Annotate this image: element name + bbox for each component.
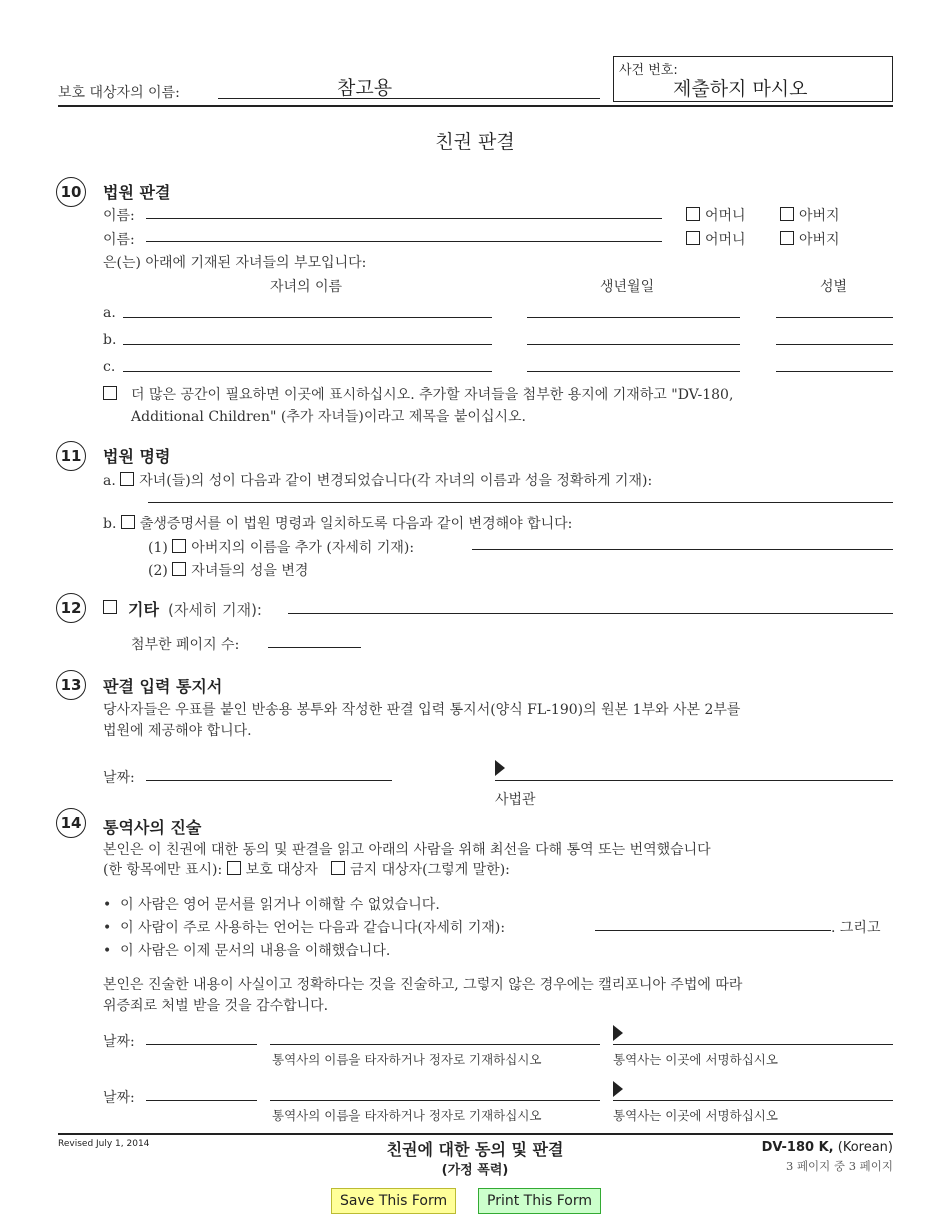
- interpreter-date-field-2[interactable]: [146, 1100, 257, 1101]
- mother-option-2[interactable]: [686, 229, 746, 249]
- child-a-name-field[interactable]: [123, 317, 492, 318]
- case-number-value: 제출하지 마시오: [673, 78, 808, 100]
- row-a-label: a.: [103, 305, 116, 321]
- protected-name-field[interactable]: [218, 98, 600, 99]
- pages-attached-field[interactable]: [268, 647, 361, 648]
- child-a-dob-field[interactable]: [527, 317, 740, 318]
- other-detail-field[interactable]: [288, 613, 893, 614]
- restrained-party-label: 금지 대상자(그렇게 말한):: [350, 862, 510, 878]
- header-rule: [58, 105, 893, 107]
- section-10-title: 법원 판결: [103, 183, 171, 202]
- interpreter-signature-field-2[interactable]: [613, 1100, 893, 1101]
- col-dob: 생년월일: [600, 279, 655, 295]
- mother-checkbox-2[interactable]: [686, 231, 700, 245]
- judge-date-field[interactable]: [146, 780, 392, 781]
- bullet-2: • 이 사람이 주로 사용하는 언어는 다음과 같습니다(자세히 기재):: [103, 920, 506, 936]
- type-name-caption-2: 통역사의 이름을 타자하거나 정자로 기재하십시오: [272, 1108, 542, 1123]
- print-form-button[interactable]: Print This Form: [478, 1188, 601, 1214]
- notice-text-1: 당사자들은 우표를 붙인 반송용 봉투와 작성한 판결 입력 통지서(양식 FL-190)의 원본 1부와 사본 2부를: [103, 702, 741, 718]
- interpreter-text-2: [103, 859, 510, 879]
- mother-option-1[interactable]: [686, 205, 746, 225]
- more-space-checkbox[interactable]: [103, 386, 117, 400]
- child-b-sex-field[interactable]: [776, 344, 893, 345]
- mother-label-2: 어머니: [705, 232, 746, 248]
- protected-party-label: 보호 대상자: [245, 862, 318, 878]
- page-number: 3 페이지 중 3 페이지: [785, 1159, 893, 1173]
- row-b-label: b.: [103, 332, 117, 348]
- sign-arrow-icon-1: [613, 1025, 623, 1041]
- sign-caption-1: 통역사는 이곳에 서명하십시오: [613, 1052, 778, 1067]
- form-title: 친권 판결: [435, 131, 515, 153]
- section-14-number: 14: [56, 808, 86, 838]
- section-13-title: 판결 입력 통지서: [103, 677, 223, 696]
- more-space-text-1: 더 많은 공간이 필요하면 이곳에 표시하십시오. 추가할 자녀들을 첨부한 용지에 기재하고 "DV-180,: [131, 387, 734, 403]
- row-c-label: c.: [103, 359, 116, 375]
- item-b: [103, 513, 572, 533]
- protected-party-checkbox[interactable]: [227, 861, 241, 875]
- child-c-dob-field[interactable]: [527, 371, 740, 372]
- item-b2-text: 자녀들의 성을 변경: [191, 563, 309, 579]
- child-b-dob-field[interactable]: [527, 344, 740, 345]
- name-change-field[interactable]: [148, 502, 893, 503]
- child-a-sex-field[interactable]: [776, 317, 893, 318]
- parents-text: 은(는) 아래에 기재된 자녀들의 부모입니다:: [103, 255, 367, 271]
- item-b1-text: 아버지의 이름을 추가 (자세히 기재):: [191, 540, 415, 556]
- birth-cert-checkbox[interactable]: [121, 515, 135, 529]
- section-12-title: 기타: [128, 600, 159, 619]
- father-checkbox-1[interactable]: [780, 207, 794, 221]
- bullet-1: • 이 사람은 영어 문서를 읽거나 이해할 수 없었습니다.: [103, 897, 440, 913]
- declaration-text-1: 본인은 진술한 내용이 사실이고 정확하다는 것을 진술하고, 그렇지 않은 경우에는 캘리포니아 주법에 따라: [103, 977, 743, 993]
- other-detail-label: (자세히 기재):: [168, 601, 262, 619]
- section-11-title: 법원 명령: [103, 447, 171, 466]
- interpreter-signature-field-1[interactable]: [613, 1044, 893, 1045]
- section-13-number: 13: [56, 670, 86, 700]
- language-field[interactable]: [595, 930, 831, 931]
- item-a-prefix: a.: [103, 473, 116, 489]
- bullet-3: • 이 사람은 이제 문서의 내용을 이해했습니다.: [103, 943, 391, 959]
- name-label-1: 이름:: [103, 208, 135, 224]
- item-b1: [148, 537, 414, 557]
- add-father-checkbox[interactable]: [172, 539, 186, 553]
- more-space-text-2: Additional Children" (추가 자녀들)이라고 제목을 붙이십시오.: [131, 409, 526, 425]
- judge-signature-field[interactable]: [495, 780, 893, 781]
- interpreter-text-1: 본인은 이 친권에 대한 동의 및 판결을 읽고 아래의 사람을 위해 최선을 다해 통역 또는 번역했습니다: [103, 842, 711, 858]
- form-language: (Korean): [837, 1140, 893, 1155]
- bullet-2-suffix: . 그리고: [831, 920, 881, 936]
- father-checkbox-2[interactable]: [780, 231, 794, 245]
- mother-label-1: 어머니: [705, 208, 746, 224]
- item-b1-prefix: (1): [148, 540, 168, 556]
- interpreter-name-field-2[interactable]: [270, 1100, 600, 1101]
- restrained-party-checkbox[interactable]: [331, 861, 345, 875]
- parent-name-2-field[interactable]: [146, 241, 662, 242]
- interpreter-date-label-1: 날짜:: [103, 1034, 135, 1050]
- father-option-2[interactable]: [780, 229, 840, 249]
- footer-subtitle: (가정 폭력): [441, 1163, 509, 1178]
- interpreter-date-label-2: 날짜:: [103, 1090, 135, 1106]
- item-b-text: 출생증명서를 이 법원 명령과 일치하도록 다음과 같이 변경해야 합니다:: [139, 516, 573, 532]
- bullet-1-text: 이 사람은 영어 문서를 읽거나 이해할 수 없었습니다.: [120, 897, 440, 913]
- change-surname-checkbox[interactable]: [172, 562, 186, 576]
- item-b-prefix: b.: [103, 516, 117, 532]
- item-b2: [148, 560, 308, 580]
- case-number-box[interactable]: [613, 56, 893, 102]
- col-child-name: 자녀의 이름: [270, 279, 343, 295]
- mother-checkbox-1[interactable]: [686, 207, 700, 221]
- parent-name-1-field[interactable]: [146, 218, 662, 219]
- revised-date: Revised July 1, 2014: [58, 1139, 150, 1149]
- father-name-field[interactable]: [472, 549, 893, 550]
- name-change-checkbox[interactable]: [120, 472, 134, 486]
- protected-name-label: 보호 대상자의 이름:: [58, 85, 180, 101]
- footer-rule: [58, 1133, 893, 1135]
- protected-name-value: 참고용: [337, 77, 393, 99]
- form-id: [762, 1140, 893, 1155]
- section-14-title: 통역사의 진술: [103, 818, 202, 837]
- father-option-1[interactable]: [780, 205, 840, 225]
- declaration-text-2: 위증죄로 처벌 받을 것을 감수합니다.: [103, 998, 329, 1014]
- sign-caption-2: 통역사는 이곳에 서명하십시오: [613, 1108, 778, 1123]
- bullet-2-text: 이 사람이 주로 사용하는 언어는 다음과 같습니다(자세히 기재):: [120, 920, 506, 936]
- case-number-label: 사건 번호:: [619, 63, 678, 78]
- section-10-number: 10: [56, 177, 86, 207]
- child-c-name-field[interactable]: [123, 371, 492, 372]
- section-11-number: 11: [56, 441, 86, 471]
- item-a-text: 자녀(들)의 성이 다음과 같이 변경되었습니다(각 자녀의 이름과 성을 정확하게 기재):: [139, 473, 653, 489]
- sign-here-arrow-icon: [495, 760, 505, 776]
- section-12-number: 12: [56, 593, 86, 623]
- judge-label: 사법관: [495, 792, 536, 808]
- item-a: [103, 470, 652, 490]
- interpreter-date-field-1[interactable]: [146, 1044, 257, 1045]
- pages-attached-label: 첨부한 페이지 수:: [131, 637, 240, 653]
- child-b-name-field[interactable]: [123, 344, 492, 345]
- interpreter-name-field-1[interactable]: [270, 1044, 600, 1045]
- judge-date-label: 날짜:: [103, 770, 135, 786]
- name-label-2: 이름:: [103, 232, 135, 248]
- father-label-1: 아버지: [799, 208, 840, 224]
- notice-text-2: 법원에 제공해야 합니다.: [103, 723, 252, 739]
- other-checkbox[interactable]: [103, 600, 117, 614]
- save-form-button[interactable]: Save This Form: [331, 1188, 456, 1214]
- type-name-caption-1: 통역사의 이름을 타자하거나 정자로 기재하십시오: [272, 1052, 542, 1067]
- father-label-2: 아버지: [799, 232, 840, 248]
- mark-one-label: (한 항목에만 표시):: [103, 862, 223, 878]
- bullet-3-text: 이 사람은 이제 문서의 내용을 이해했습니다.: [120, 943, 391, 959]
- child-c-sex-field[interactable]: [776, 371, 893, 372]
- col-sex: 성별: [820, 279, 848, 295]
- sign-arrow-icon-2: [613, 1081, 623, 1097]
- item-b2-prefix: (2): [148, 563, 168, 579]
- footer-title: 친권에 대한 동의 및 판결: [386, 1140, 564, 1159]
- form-id-code: DV-180 K,: [761, 1140, 834, 1155]
